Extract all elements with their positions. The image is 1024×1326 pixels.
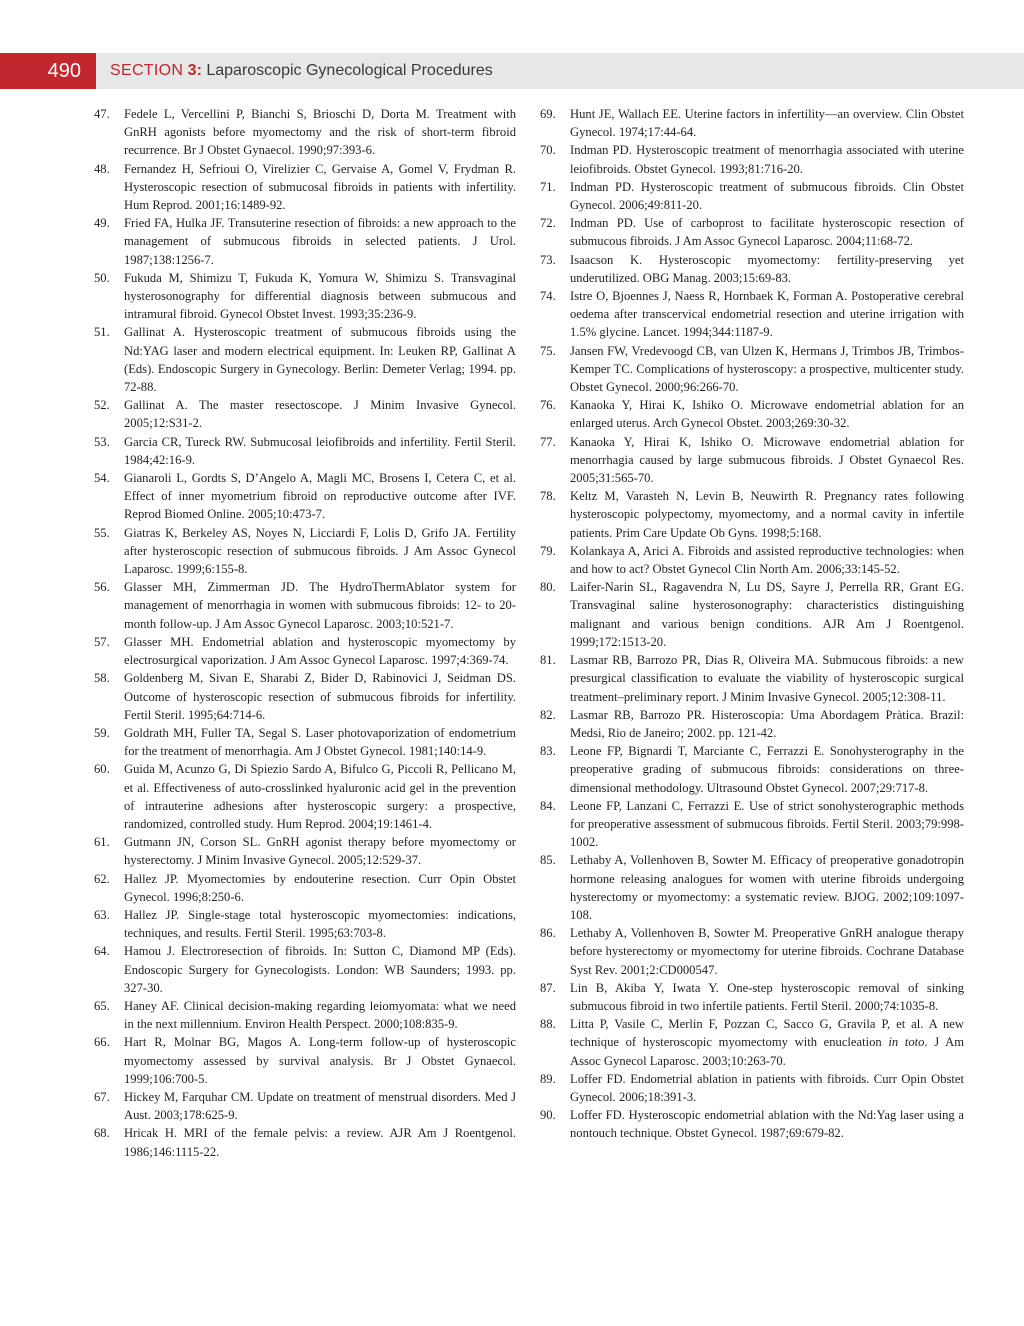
reference-number: 68. [94, 1126, 110, 1141]
reference-item [94, 214, 516, 269]
reference-item [540, 178, 964, 214]
reference-number: 49. [94, 216, 110, 231]
reference-text: Hallez JP. Myomectomies by endouterine resection. Curr Opin Obstet Gynecol. 1996;8:250-6. [124, 871, 516, 904]
reference-text-before: Litta P, Vasile C, Merlin F, Pozzan C, Sacco G, Gravila P, et al. A new technique of hysteroscopic myomectomy with enucleation [570, 1017, 964, 1050]
reference-number: 55. [94, 525, 110, 540]
reference-number: 78. [540, 489, 556, 504]
reference-number: 54. [94, 471, 110, 486]
reference-text: Fernandez H, Sefrioui O, Virelizier C, Gervaise A, Gomel V, Frydman R. Hysteroscopic resection of submucosal fibroids in patients with infertility. Hum Reprod. 2001;16:1489-92. [124, 161, 516, 213]
reference-text: Haney AF. Clinical decision-making regarding leiomyomata: what we need in the next millennium. Environ Health Perspect. 2000;108:835-9. [124, 998, 516, 1032]
reference-item [540, 105, 964, 141]
reference-item [540, 542, 964, 578]
reference-item [94, 396, 516, 432]
reference-text: Gallinat A. Hysteroscopic treatment of submucous fibroids using the Nd:YAG laser and modern electrical equipment. In: Leuken RP, Gallinat A (Eds). Endoscopic Surgery in Gynecology. Berlin: Demeter Verlag; 1994. pp. 72-88. [124, 325, 516, 395]
reference-number: 53. [94, 434, 110, 449]
reference-number: 67. [94, 1089, 110, 1104]
reference-text: Lethaby A, Vollenhoven B, Sowter M. Preoperative GnRH analogue therapy before hysterectomy or myomectomy for uterine fibroids. Cochrane Database Syst Rev. 2001;2:CD000547. [570, 926, 964, 977]
reference-item [94, 323, 516, 396]
reference-number: 83. [540, 744, 556, 759]
reference-text: Hallez JP. Single-stage total hysteroscopic myomectomies: indications, techniques, and results. Fertil Steril. 1995;63:703-8. [124, 907, 516, 941]
reference-number: 84. [540, 798, 556, 813]
reference-item [94, 1088, 516, 1124]
reference-number: 77. [540, 434, 556, 449]
reference-text: Hamou J. Electroresection of fibroids. In: Sutton C, Diamond MP (Eds). Endoscopic Surgery for Gynecologists. London: WB Saunders; 1993. pp. 327-30. [124, 944, 516, 995]
reference-number: 59. [94, 725, 110, 740]
reference-text: Gianaroli L, Gordts S, D’Angelo A, Magli MC, Brosens I, Cetera C, et al. Effect of inner myometrium fibroid on reproductive outcome after IVF. Reprod Biomed Online. 2005;10:473-7. [124, 471, 516, 522]
reference-text: Laifer-Narin SL, Ragavendra N, Lu DS, Sayre J, Perrella RR, Grant EG. Transvaginal saline hysterosonography: characteristics distinguishing malignant and various benign conditions. AJR Am J Roentgenol. 1999;172:1513-20. [570, 580, 964, 649]
reference-number: 86. [540, 926, 556, 941]
reference-number: 47. [94, 107, 110, 121]
reference-number: 66. [94, 1035, 110, 1050]
reference-text: Glasser MH, Zimmerman JD. The HydroThermAblator system for management of menorrhagia in women with submucous fibroids: 12- to 20-month follow-up. J Am Assoc Gynecol Laparosc. 2003;10:521-7. [124, 580, 516, 631]
reference-item [540, 979, 964, 1015]
reference-item [540, 797, 964, 852]
reference-text: Isaacson K. Hysteroscopic myomectomy: fertility-preserving yet underutilized. OBG Manag. 2003;15:69-83. [570, 252, 964, 285]
reference-item [94, 269, 516, 324]
reference-number: 80. [540, 580, 556, 595]
section-word: SECTION [110, 62, 184, 79]
reference-item [540, 342, 964, 397]
reference-item [94, 760, 516, 833]
reference-number: 87. [540, 980, 556, 995]
reference-text: Hart R, Molnar BG, Magos A. Long-term follow-up of hysteroscopic myomectomy assessed by survival analysis. Br J Obstet Gynaecol. 1999;106:700-5. [124, 1035, 516, 1086]
section-name: Laparoscopic Gynecological Procedures [206, 62, 493, 79]
reference-text: Lethaby A, Vollenhoven B, Sowter M. Efficacy of preoperative gonadotropin hormone releasing analogues for women with uterine fibroids undergoing hysterectomy or myomectomy: a systematic review. BJOG. 2002;109:1097-108. [570, 853, 964, 922]
reference-number: 62. [94, 871, 110, 886]
reference-item [94, 469, 516, 524]
reference-number: 63. [94, 907, 110, 922]
reference-text: Jansen FW, Vredevoogd CB, van Ulzen K, Hermans J, Trimbos JB, Trimbos-Kemper TC. Complications of hysteroscopy: a prospective, multicenter study. Obstet Gynecol. 2000;96:266-70. [570, 343, 964, 395]
reference-number: 56. [94, 580, 110, 595]
reference-text: Indman PD. Use of carboprost to facilitate hysteroscopic resection of submucous fibroids. J Am Assoc Gynecol Laparosc. 2004;11:68-72. [570, 216, 964, 249]
reference-text: Fukuda M, Shimizu T, Fukuda K, Yomura W, Shimizu S. Transvaginal hysterosonography for differential diagnosis between submucous and intramural fibroid. Gynecol Obstet Invest. 1993;35:236-9. [124, 270, 516, 322]
reference-number: 64. [94, 944, 110, 959]
reference-number: 52. [94, 398, 110, 413]
reference-item [540, 1015, 964, 1070]
reference-item [94, 633, 516, 669]
reference-number: 89. [540, 1071, 556, 1086]
reference-item [540, 433, 964, 488]
reference-text: Loffer FD. Hysteroscopic endometrial ablation with the Nd:Yag laser using a nontouch technique. Obstet Gynecol. 1987;69:679-82. [570, 1108, 964, 1141]
reference-item [94, 906, 516, 942]
reference-number: 90. [540, 1108, 556, 1123]
reference-number: 76. [540, 398, 556, 413]
reference-text-after: . J Am Assoc Gynecol Laparosc. 2003;10:263-70. [570, 1035, 964, 1068]
reference-item [540, 1106, 964, 1142]
reference-number: 57. [94, 634, 110, 649]
references-right-column [540, 105, 964, 1143]
reference-text: Leone FP, Lanzani C, Ferrazzi E. Use of strict sonohysterographic methods for preoperative assessment of submucous fibroids. Fertil Steril. 2003;79:998-1002. [570, 798, 964, 850]
reference-item [540, 396, 964, 432]
reference-text: Garcia CR, Tureck RW. Submucosal leiofibroids and infertility. Fertil Steril. 1984;42:16-9. [124, 434, 516, 467]
reference-text: Goldenberg M, Sivan E, Sharabi Z, Bider D, Rabinovici J, Seidman DS. Outcome of hysteroscopic resection of submucous fibroids for infertility. Fertil Steril. 1995;64:714-6. [124, 671, 516, 722]
reference-text: Goldrath MH, Fuller TA, Segal S. Laser photovaporization of endometrium for the treatment of menorrhagia. Am J Obstet Gynecol. 1981;140:14-9. [124, 725, 516, 759]
reference-item [94, 870, 516, 906]
reference-number: 51. [94, 325, 110, 340]
reference-text: Leone FP, Bignardi T, Marciante C, Ferrazzi E. Sonohysterography in the preoperative grading of submucous fibroids: considerations on three-dimensional methodology. Ultrasound Obstet Gynecol. 2007;29:717-8. [570, 744, 964, 795]
reference-item [94, 942, 516, 997]
reference-item [94, 160, 516, 215]
reference-text: Hunt JE, Wallach EE. Uterine factors in infertility—an overview. Clin Obstet Gynecol. 1974;17:44-64. [570, 107, 964, 140]
reference-text: Keltz M, Varasteh N, Levin B, Neuwirth R. Pregnancy rates following hysteroscopic polypectomy, myomectomy, and a normal cavity in infertile patients. Prim Care Update Ob Gyns. 1998;5:168. [570, 489, 964, 540]
reference-number: 85. [540, 853, 556, 868]
reference-item [540, 487, 964, 542]
reference-item [540, 1070, 964, 1106]
reference-item [540, 214, 964, 250]
reference-number: 48. [94, 161, 110, 176]
reference-item [94, 833, 516, 869]
reference-number: 65. [94, 998, 110, 1013]
reference-text: Lasmar RB, Barrozo PR, Dias R, Oliveira MA. Submucous fibroids: a new presurgical classification to evaluate the viability of hysteroscopic surgical treatment–preliminary report. J Minim Invasive Gynecol. 2005;12:308-11. [570, 653, 964, 704]
reference-number: 71. [540, 179, 556, 194]
reference-text-italic: in toto [888, 1035, 925, 1050]
reference-number: 79. [540, 543, 556, 558]
reference-item [94, 105, 516, 160]
reference-text: Kanaoka Y, Hirai K, Ishiko O. Microwave endometrial ablation for menorrhagia caused by large submucous fibroids. J Obstet Gynaecol Res. 2005;31:565-70. [570, 434, 964, 486]
reference-item [540, 251, 964, 287]
reference-item [540, 141, 964, 177]
reference-number: 82. [540, 707, 556, 722]
running-header [0, 53, 1024, 89]
reference-number: 69. [540, 107, 556, 121]
reference-text: Fedele L, Vercellini P, Bianchi S, Brioschi D, Dorta M. Treatment with GnRH agonists before myomectomy and the risk of short-term fibroid recurrence. Br J Obstet Gynaecol. 1990;97:393-6. [124, 107, 516, 158]
reference-item [94, 1124, 516, 1160]
reference-number: 72. [540, 216, 556, 231]
reference-text [570, 1015, 964, 1070]
reference-item [540, 851, 964, 924]
reference-item [540, 578, 964, 651]
reference-number: 50. [94, 270, 110, 285]
reference-text: Lasmar RB, Barrozo PR. Histeroscopia: Uma Abordagem Pràtica. Brazil: Medsi, Rio de Janeiro; 2002. pp. 121-42. [570, 707, 964, 740]
reference-item [540, 651, 964, 706]
reference-number: 74. [540, 289, 556, 304]
reference-text: Gutmann JN, Corson SL. GnRH agonist therapy before myomectomy or hysterectomy. J Minim Invasive Gynecol. 2005;12:529-37. [124, 835, 516, 868]
reference-item [540, 742, 964, 797]
reference-number: 61. [94, 835, 110, 850]
reference-text: Indman PD. Hysteroscopic treatment of menorrhagia associated with uterine leiofibroids. Obstet Gynecol. 1993;81:716-20. [570, 143, 964, 176]
reference-number: 70. [540, 143, 556, 158]
page-number: 490 [0, 53, 96, 89]
references-left-column [94, 105, 516, 1161]
reference-number: 75. [540, 343, 556, 358]
reference-item [94, 578, 516, 633]
reference-text: Kanaoka Y, Hirai K, Ishiko O. Microwave endometrial ablation for an enlarged uterus. Arch Gynecol Obstet. 2003;269:30-32. [570, 398, 964, 431]
reference-item [94, 724, 516, 760]
reference-item [94, 1033, 516, 1088]
reference-text: Indman PD. Hysteroscopic treatment of submucous fibroids. Clin Obstet Gynecol. 2006;49:811-20. [570, 179, 964, 213]
reference-item [94, 669, 516, 724]
reference-item [94, 433, 516, 469]
reference-number: 81. [540, 653, 556, 668]
reference-text: Hickey M, Farquhar CM. Update on treatment of menstrual disorders. Med J Aust. 2003;178:625-9. [124, 1089, 516, 1123]
reference-text: Istre O, Bjoennes J, Naess R, Hornbaek K, Forman A. Postoperative cerebral oedema after transcervical endometrial resection and uterine irrigation with 1.5% glycine. Lancet. 1994;344:1187-9. [570, 289, 964, 340]
reference-text: Kolankaya A, Arici A. Fibroids and assisted reproductive technologies: when and how to act? Obstet Gynecol Clin North Am. 2006;33:145-52. [570, 543, 964, 577]
reference-number: 88. [540, 1017, 556, 1032]
reference-text: Loffer FD. Endometrial ablation in patients with fibroids. Curr Opin Obstet Gynecol. 2006;18:391-3. [570, 1071, 964, 1104]
reference-text: Giatras K, Berkeley AS, Noyes N, Licciardi F, Lolis D, Grifo JA. Fertility after hysteroscopic resection of submucous fibroids. J Am Assoc Gynecol Laparosc. 1999;6:155-8. [124, 525, 516, 577]
reference-item [540, 287, 964, 342]
reference-number: 58. [94, 671, 110, 686]
reference-number: 60. [94, 762, 110, 777]
section-number: 3: [187, 62, 202, 79]
reference-item [94, 524, 516, 579]
reference-text: Gallinat A. The master resectoscope. J Minim Invasive Gynecol. 2005;12:S31-2. [124, 398, 516, 431]
reference-item [94, 997, 516, 1033]
reference-item [540, 924, 964, 979]
reference-text: Fried FA, Hulka JF. Transuterine resection of fibroids: a new approach to the management of submucous fibroids in selected patients. J Urol. 1987;138:1256-7. [124, 216, 516, 267]
reference-text: Lin B, Akiba Y, Iwata Y. One-step hysteroscopic removal of sinking submucous fibroid in two infertile patients. Fertil Steril. 2000;74:1035-8. [570, 980, 964, 1013]
reference-text: Guida M, Acunzo G, Di Spiezio Sardo A, Bifulco G, Piccoli R, Pellicano M, et al. Effectiveness of auto-crosslinked hyaluronic acid gel in the prevention of intrauterine adhesions after hysteroscopic surgery: a prospective, randomized, controlled study. Hum Reprod. 2004;19:1461-4. [124, 762, 516, 831]
reference-number: 73. [540, 252, 556, 267]
reference-text: Glasser MH. Endometrial ablation and hysteroscopic myomectomy by electrosurgical vaporization. J Am Assoc Gynecol Laparosc. 1997;4:369-74. [124, 634, 516, 668]
section-title [110, 53, 493, 89]
reference-text: Hricak H. MRI of the female pelvis: a review. AJR Am J Roentgenol. 1986;146:1115-22. [124, 1126, 516, 1159]
reference-item [540, 706, 964, 742]
